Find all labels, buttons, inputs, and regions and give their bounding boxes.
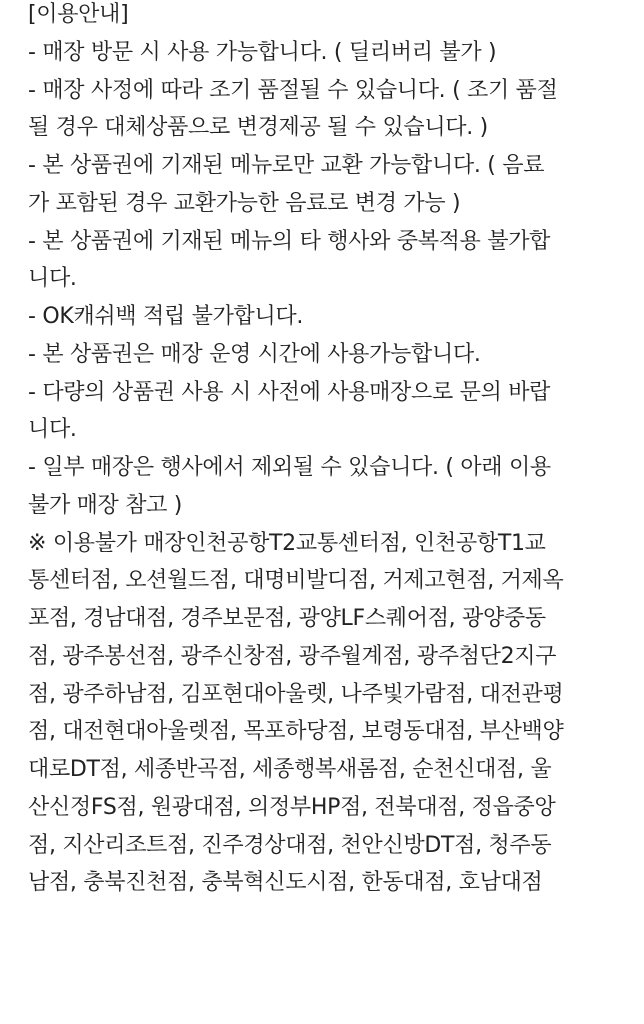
text-line: - 매장 사정에 따라 조기 품절될 수 있습니다. ( 조기 품절 [28,77,558,103]
text-line: - 다량의 상품권 사용 시 사전에 사용매장으로 문의 바랍 [28,379,551,405]
text-line: 남점, 충북진천점, 충북혁신도시점, 한동대점, 호남대점 [28,870,543,896]
text-line: 점, 광주봉선점, 광주신창점, 광주월계점, 광주첨단2지구 [28,643,557,669]
text-line: 대로DT점, 세종반곡점, 세종행복새롬점, 순천신대점, 울 [28,757,552,782]
text-line: 니다. [28,417,77,443]
text-line: - 본 상품권에 기재된 메뉴의 타 행사와 중복적용 불가합 [28,228,551,254]
text-line: - 본 상품권에 기재된 메뉴로만 교환 가능합니다. ( 음료 [28,153,545,178]
text-line: - 일부 매장은 행사에서 제외될 수 있습니다. ( 아래 이용 [28,455,551,480]
text-line: 포점, 경남대점, 경주보문점, 광양LF스퀘어점, 광양중동 [28,606,546,631]
text-line: 점, 광주하남점, 김포현대아울렛, 나주빛가람점, 대전관평 [28,681,564,707]
text-line: 될 경우 대체상품으로 변경제공 될 수 있습니다. ) [28,115,488,141]
section-heading: [이용안내] [28,2,129,27]
text-line: - 본 상품권은 매장 운영 시간에 사용가능합니다. [28,341,481,367]
text-line: 점, 대전현대아울렛점, 목포하당점, 보령동대점, 부산백양 [28,719,564,745]
text-line: 점, 지산리조트점, 진주경상대점, 천안신방DT점, 청주동 [28,832,552,858]
text-line: 통센터점, 오션월드점, 대명비발디점, 거제고현점, 거제옥 [28,568,564,594]
text-line: - OK캐쉬백 적립 불가합니다. [28,304,304,329]
text-line: 불가 매장 참고 ) [28,492,183,518]
text-line: ※ 이용불가 매장인천공항T2교통센터점, 인천공항T1교 [28,530,546,556]
text-line: 가 포함된 경우 교환가능한 음료로 변경 가능 ) [28,190,461,216]
text-line: - 매장 방문 시 사용 가능합니다. ( 딜리버리 불가 ) [28,39,497,65]
text-line: 니다. [28,266,77,292]
usage-guide-document [28,0,634,902]
text-line: 산신정FS점, 원광대점, 의정부HP점, 전북대점, 정읍중앙 [28,794,556,820]
